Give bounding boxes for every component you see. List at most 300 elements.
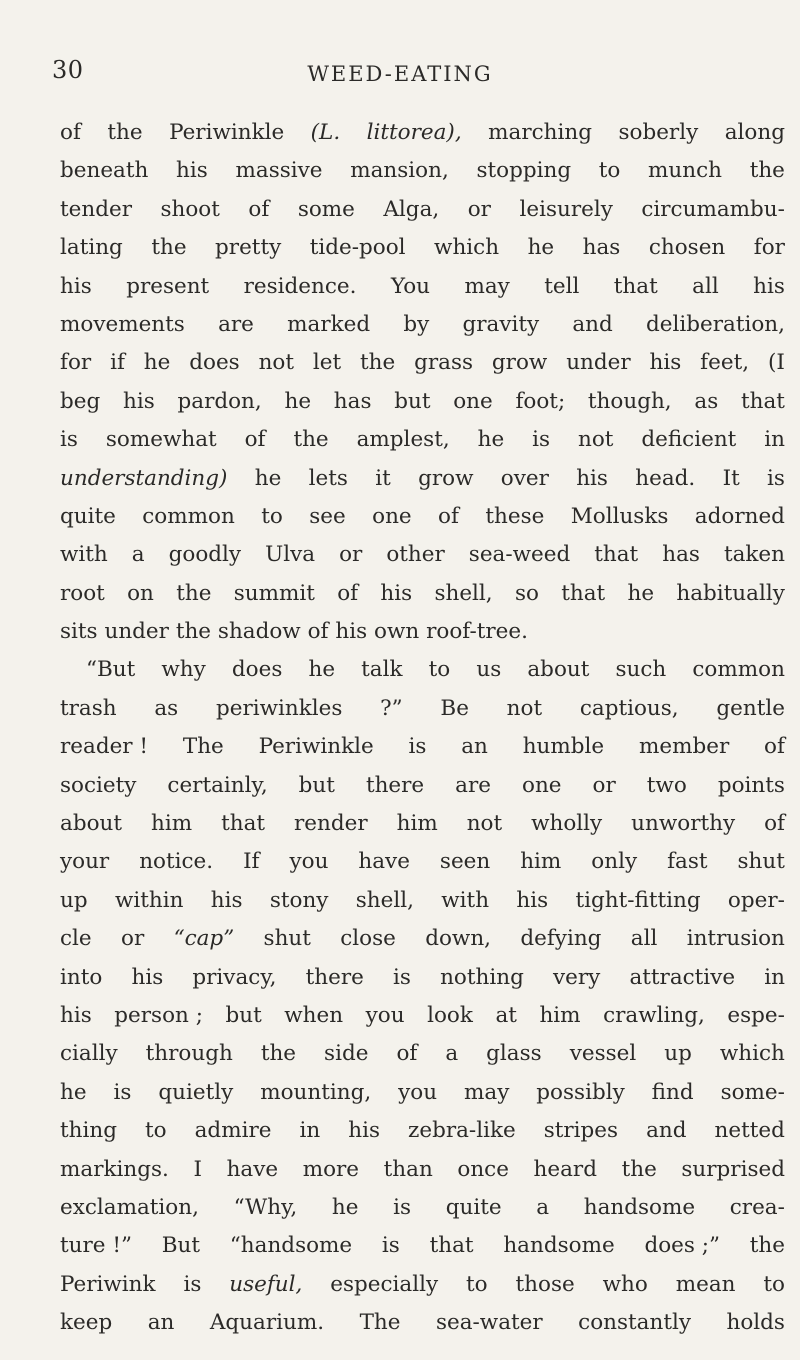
word: Aquarium. (209, 1310, 325, 1336)
word: head. (635, 465, 696, 491)
word: his (576, 465, 608, 491)
word: nothing (440, 964, 524, 990)
page-number: 30 (52, 56, 84, 84)
word: You (390, 273, 431, 299)
word: there (365, 772, 425, 798)
word: than (383, 1156, 433, 1182)
text-line (60, 959, 785, 997)
word: though, (587, 388, 672, 414)
word: shut (263, 926, 311, 952)
word: captious, (579, 695, 679, 721)
word: movements (60, 311, 185, 337)
text-line (60, 1189, 785, 1227)
text-line (60, 1151, 785, 1189)
word: he (143, 350, 171, 376)
word: of (248, 196, 270, 222)
word: ture !” (60, 1233, 132, 1259)
text-line (60, 383, 785, 421)
word: two (646, 772, 687, 798)
word: soberly (618, 120, 699, 145)
word: heard (533, 1156, 597, 1182)
word: gravity (462, 311, 540, 337)
word: cle (60, 926, 92, 952)
word: he (627, 580, 655, 606)
word: his (210, 887, 243, 913)
word: mansion, (350, 158, 449, 184)
word: shell, (434, 580, 493, 606)
word: espe- (727, 1002, 785, 1028)
word: see (309, 503, 346, 529)
word: has (333, 388, 372, 414)
text-line (60, 421, 785, 459)
word: summit (233, 580, 315, 606)
word: that (740, 388, 785, 414)
word: have (226, 1156, 279, 1182)
word: the (293, 427, 329, 453)
word: him (150, 811, 193, 837)
word: his (60, 1002, 92, 1028)
word: markings. (60, 1156, 169, 1182)
text-line (60, 1074, 785, 1112)
word: the (151, 235, 187, 261)
word: so (514, 580, 539, 606)
word: handsome (583, 1194, 696, 1220)
word: the (749, 1233, 785, 1259)
word: may (464, 1079, 510, 1105)
word: Periwinkle (169, 120, 285, 145)
word: Be (440, 695, 469, 721)
word: taken (723, 542, 785, 568)
word: that (561, 580, 606, 606)
word: through (145, 1041, 233, 1067)
word: deficient (641, 427, 737, 453)
word: the (621, 1156, 657, 1182)
word: one (372, 503, 412, 529)
word: root (60, 580, 105, 606)
word: own (374, 619, 420, 645)
word: intrusion (686, 926, 785, 952)
word: exclamation, (60, 1194, 199, 1220)
word: pretty (215, 235, 282, 261)
word: you (398, 1079, 438, 1105)
text-line (60, 268, 785, 306)
word: ?” (380, 695, 403, 721)
word: quietly (158, 1079, 234, 1105)
text-line (60, 152, 785, 190)
word: are (455, 772, 491, 798)
word: oper- (727, 887, 785, 913)
word: talk (361, 657, 403, 683)
word: humble (522, 734, 605, 760)
word: fast (667, 849, 708, 875)
word: surprised (681, 1156, 785, 1182)
word: if (110, 350, 125, 376)
word: within (114, 887, 184, 913)
word: possibly (536, 1079, 625, 1105)
word: he (477, 427, 505, 453)
word: find (651, 1079, 694, 1105)
text-line (60, 651, 785, 689)
word: that (613, 273, 658, 299)
word: Ulva (265, 542, 316, 568)
text-line (60, 767, 785, 805)
word: his (131, 964, 164, 990)
word: quite (60, 503, 116, 529)
text-line (60, 728, 785, 766)
word: but (298, 772, 335, 798)
word: tender (60, 196, 132, 222)
word: the (175, 619, 212, 645)
word: attractive (629, 964, 736, 990)
word: The (182, 734, 224, 760)
word: for (60, 350, 92, 376)
word: lating (60, 235, 123, 261)
word: shut (737, 849, 785, 875)
word: somewhat (105, 427, 217, 453)
word: defying (520, 926, 602, 952)
word: tight-fitting (575, 887, 701, 913)
word: I (193, 1156, 202, 1182)
word: at (495, 1002, 517, 1028)
word: only (591, 849, 638, 875)
word: lets (308, 465, 348, 491)
word: a (536, 1194, 550, 1220)
word: person ; (114, 1002, 203, 1028)
word: but (225, 1002, 262, 1028)
word: glass (486, 1041, 542, 1067)
word: on (127, 580, 154, 606)
word: vessel (569, 1041, 637, 1067)
word: unworthy (631, 811, 736, 837)
word: not (506, 695, 543, 721)
word: quite (445, 1194, 502, 1220)
word: does (231, 657, 283, 683)
word: the (749, 158, 785, 184)
word: in (764, 964, 785, 990)
word: “Why, (233, 1194, 298, 1220)
word: marked (287, 311, 371, 337)
word: shadow (217, 619, 301, 645)
word: all (692, 273, 719, 299)
word: other (386, 542, 445, 568)
word: beneath (60, 158, 149, 184)
word: let (312, 350, 342, 376)
word: to (261, 503, 283, 529)
word: certainly, (167, 772, 268, 798)
word: “But (86, 657, 136, 683)
word: netted (714, 1118, 785, 1144)
word: an (147, 1310, 175, 1336)
word: marching (488, 120, 592, 145)
text-line (60, 114, 785, 152)
word: society (60, 772, 137, 798)
word: notice. (139, 849, 214, 875)
word: you (365, 1002, 405, 1028)
word: not (258, 350, 295, 376)
word: (I (767, 350, 785, 376)
word: Mollusks (570, 503, 669, 529)
text-line (60, 1266, 785, 1304)
word: when (284, 1002, 344, 1028)
word: the (176, 580, 212, 606)
text-line (60, 1304, 785, 1342)
word: under (566, 350, 631, 376)
word: littorea), (366, 120, 462, 145)
word: of (764, 811, 785, 837)
word: Periwinkle (258, 734, 374, 760)
word: to (145, 1118, 167, 1144)
word: stony (269, 887, 329, 913)
word: a (445, 1041, 459, 1067)
word: foot; (515, 388, 566, 414)
word: chosen (648, 235, 726, 261)
word: he (284, 388, 312, 414)
word: amplest, (356, 427, 450, 453)
word: admire (194, 1118, 272, 1144)
word: or (467, 196, 491, 222)
word: why (161, 657, 206, 683)
word: Periwink (60, 1271, 156, 1297)
word: pardon, (177, 388, 262, 414)
word: of (337, 580, 359, 606)
word: to (598, 158, 621, 184)
word: is (408, 734, 427, 760)
word: to (428, 657, 451, 683)
word: the (260, 1041, 297, 1067)
word: of (244, 427, 266, 453)
word: his (122, 388, 155, 414)
word: up (60, 887, 88, 913)
word: some (297, 196, 355, 222)
word: by (403, 311, 430, 337)
word: is (183, 1271, 202, 1297)
word: sits (60, 619, 98, 645)
word: (L. (310, 120, 341, 145)
text-line (60, 536, 785, 574)
word: does (189, 350, 240, 376)
word: who (602, 1271, 648, 1297)
word: grow (491, 350, 548, 376)
word: or (339, 542, 363, 568)
word: adorned (694, 503, 785, 529)
text-line (60, 498, 785, 536)
word: wholly (531, 811, 603, 837)
word: shell, (355, 887, 414, 913)
text-line (60, 229, 785, 267)
word: thing (60, 1118, 117, 1144)
word: But (161, 1233, 201, 1259)
word: roof-tree. (426, 619, 528, 645)
word: keep (60, 1310, 113, 1336)
word: of (307, 619, 329, 645)
word: periwinkles (215, 695, 343, 721)
word: along (724, 120, 785, 145)
word: crawling, (603, 1002, 705, 1028)
word: the (107, 120, 143, 145)
word: his (176, 158, 208, 184)
word: mounting, (260, 1079, 372, 1105)
word: sea-weed (468, 542, 571, 568)
word: common (142, 503, 235, 529)
text-line (60, 1227, 785, 1265)
word: constantly (578, 1310, 691, 1336)
word: is (113, 1079, 132, 1105)
word: his (348, 1118, 380, 1144)
word: and (572, 311, 613, 337)
word: his (753, 273, 785, 299)
word: more (302, 1156, 360, 1182)
word: these (485, 503, 545, 529)
word: massive (235, 158, 323, 184)
word: The (359, 1310, 401, 1336)
word: present (126, 273, 210, 299)
word: with (441, 887, 490, 913)
word: up (664, 1041, 692, 1067)
word: feet, (700, 350, 750, 376)
text-line (60, 460, 785, 498)
word: his (649, 350, 682, 376)
word: of (438, 503, 459, 529)
word: reader ! (60, 734, 149, 760)
text-line (60, 1035, 785, 1073)
word: of (60, 120, 81, 145)
word: which (434, 235, 500, 261)
word: holds (726, 1310, 785, 1336)
word: circumambu- (641, 196, 785, 222)
text-line (60, 575, 785, 613)
word: member (638, 734, 730, 760)
text-line (60, 843, 785, 881)
word: side (324, 1041, 369, 1067)
word: may (464, 273, 510, 299)
word: some- (720, 1079, 785, 1105)
word: render (294, 811, 368, 837)
word: shoot (160, 196, 220, 222)
word: to (763, 1271, 785, 1297)
word: a (131, 542, 145, 568)
word: he (254, 465, 282, 491)
word: cially (60, 1041, 118, 1067)
text-line (60, 613, 785, 651)
word: there (305, 964, 364, 990)
word: munch (648, 158, 723, 184)
text-line (60, 1112, 785, 1150)
word: you (289, 849, 329, 875)
word: he (527, 235, 555, 261)
word: stopping (476, 158, 572, 184)
word: gentle (716, 695, 785, 721)
word: mean (675, 1271, 736, 1297)
word: It (722, 465, 740, 491)
word: that (429, 1233, 474, 1259)
word: of (396, 1041, 418, 1067)
word: is (767, 465, 785, 491)
text-line (60, 997, 785, 1035)
text-line (60, 306, 785, 344)
word: but (394, 388, 431, 414)
word: understanding) (60, 465, 228, 491)
word: he (308, 657, 336, 683)
word: If (243, 849, 260, 875)
word: him (520, 849, 562, 875)
word: “handsome (229, 1233, 353, 1259)
word: him (539, 1002, 581, 1028)
word: is (381, 1233, 400, 1259)
word: in (764, 427, 785, 453)
word: which (719, 1041, 785, 1067)
word: he (60, 1079, 87, 1105)
word: common (692, 657, 785, 683)
text-line (60, 191, 785, 229)
word: to (466, 1271, 488, 1297)
word: goodly (168, 542, 242, 568)
word: especially (330, 1271, 439, 1297)
word: for (753, 235, 785, 261)
word: about (60, 811, 123, 837)
word: not (466, 811, 503, 837)
text-line (60, 805, 785, 843)
word: over (500, 465, 549, 491)
word: look (427, 1002, 473, 1028)
word: Alga, (383, 196, 440, 222)
word: privacy, (192, 964, 277, 990)
word: of (764, 734, 785, 760)
word: as (154, 695, 179, 721)
word: once (457, 1156, 509, 1182)
word: has (662, 542, 700, 568)
word: down, (425, 926, 492, 952)
word: “cap” (173, 926, 235, 952)
word: have (358, 849, 410, 875)
word: those (515, 1271, 575, 1297)
word: it (375, 465, 391, 491)
word: very (552, 964, 601, 990)
word: sea-water (435, 1310, 543, 1336)
word: trash (60, 695, 117, 721)
word: is (393, 1194, 412, 1220)
word: and (646, 1118, 687, 1144)
word: one (453, 388, 493, 414)
word: is (60, 427, 78, 453)
word: useful, (229, 1271, 303, 1297)
word: does ;” (644, 1233, 721, 1259)
word: with (60, 542, 108, 568)
word: grass (414, 350, 474, 376)
text-line (60, 344, 785, 382)
body-text (60, 114, 785, 1343)
word: beg (60, 388, 101, 414)
word: the (360, 350, 396, 376)
word: handsome (503, 1233, 615, 1259)
word: one (522, 772, 562, 798)
word: or (592, 772, 616, 798)
word: in (299, 1118, 321, 1144)
word: stripes (543, 1118, 619, 1144)
word: an (461, 734, 488, 760)
word: are (218, 311, 254, 337)
text-line (60, 882, 785, 920)
word: as (694, 388, 719, 414)
word: points (717, 772, 785, 798)
word: not (577, 427, 614, 453)
word: residence. (243, 273, 357, 299)
word: is (532, 427, 551, 453)
word: seen (439, 849, 491, 875)
word: that (594, 542, 639, 568)
word: all (630, 926, 658, 952)
word: us (476, 657, 502, 683)
word: into (60, 964, 103, 990)
